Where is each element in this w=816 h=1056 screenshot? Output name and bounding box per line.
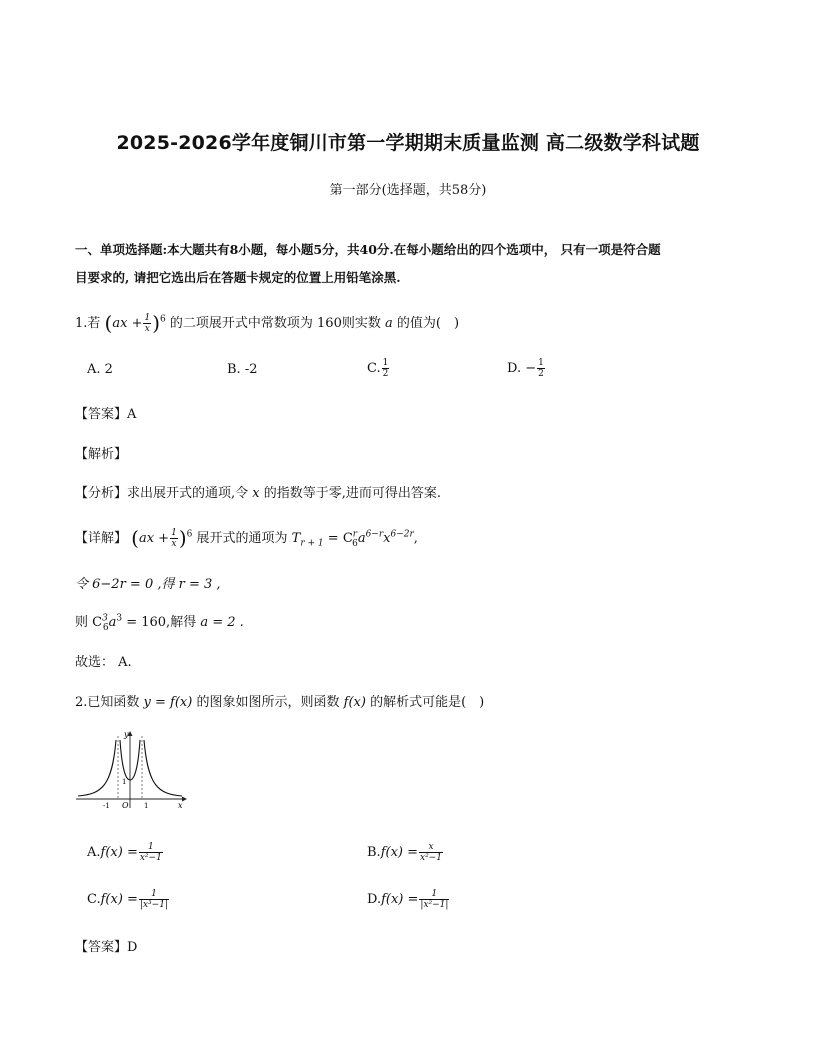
q1-option-a: A. 2 [87,362,113,377]
q2-option-b: B.f(x) = $\frac{x}{\text{x²−1}}$ [367,842,442,863]
function-graph [72,728,188,812]
q1-choice: 故选： A. [75,655,132,670]
q1-binomial: (ax + $\frac{1}{x}$ )$^6$ [104,311,166,335]
y-axis-label: y [124,730,129,739]
x-axis-label: x [178,801,183,810]
question-1-stem [75,311,459,335]
q1-stem-tail: 的二项展开式中常数项为 160则实数 [169,316,381,331]
q1-option-c: C. $\frac{1}{2}$ [367,358,389,379]
part-subtitle: 第一部分(选择题，共58分) [329,183,487,198]
origin-label: O [122,801,129,810]
q1-number: 1.若 [75,316,101,331]
q1-answer: 【答案】A [75,407,137,422]
q2-option-c: C.f(x) = $\frac{1}{\text{|x³−1|}}$ [87,889,168,910]
y-tick-1: 1 [122,778,127,786]
q2-option-d: D.f(x) = $\frac{1}{\text{|x²−1|}}$ [367,889,449,910]
q1-step-1: 令 6−2r = 0 ,得 r = 3 , [75,577,221,592]
q2-answer: 【答案】D [75,940,138,955]
section-instruction-line2: 目要求的, 请把它选出后在答题卡规定的位置上用铅笔涂黑. [75,270,401,285]
q1-option-b: B. -2 [227,362,258,377]
section-instruction-line1: 一、单项选择题:本大题共有8小题，每小题5分，共40分.在每小题给出的四个选项中， 只有一项是符合题 [75,242,661,257]
q1-step-2: 则 $C^3_6a^3 = 160$,解得 a = 2 . [75,613,244,633]
tick-pos-1: 1 [144,802,149,810]
q2-option-a: A.f(x) = $\frac{1}{\text{x²−1}}$ [87,842,162,863]
q1-stem-end: 的值为( ) [396,316,460,331]
q1-fenxi: 【分析】求出展开式的通项,令 x 的指数等于零,进而可得出答案. [75,486,442,501]
q1-var: a [384,316,393,331]
tick-neg-1: -1 [103,802,110,810]
q1-option-d: D. − $\frac{1}{2}$ [507,358,544,379]
q1-analysis-head: 【解析】 [75,447,128,462]
q1-detail: 【详解】 (ax + $\frac{1}{x}$ )$^6$ 展开式的通项为 $T_{r + 1} = C^r_6a^{6-r}x^{6-2r}$, [75,526,418,550]
page-title: 2025-2026学年度铜川市第一学期期末质量监测 高二级数学科试题 [116,132,700,154]
question-2-stem: 2.已知函数 y = f(x) 的图象如图所示，则函数 f(x) 的解析式可能是( ) [75,695,485,710]
